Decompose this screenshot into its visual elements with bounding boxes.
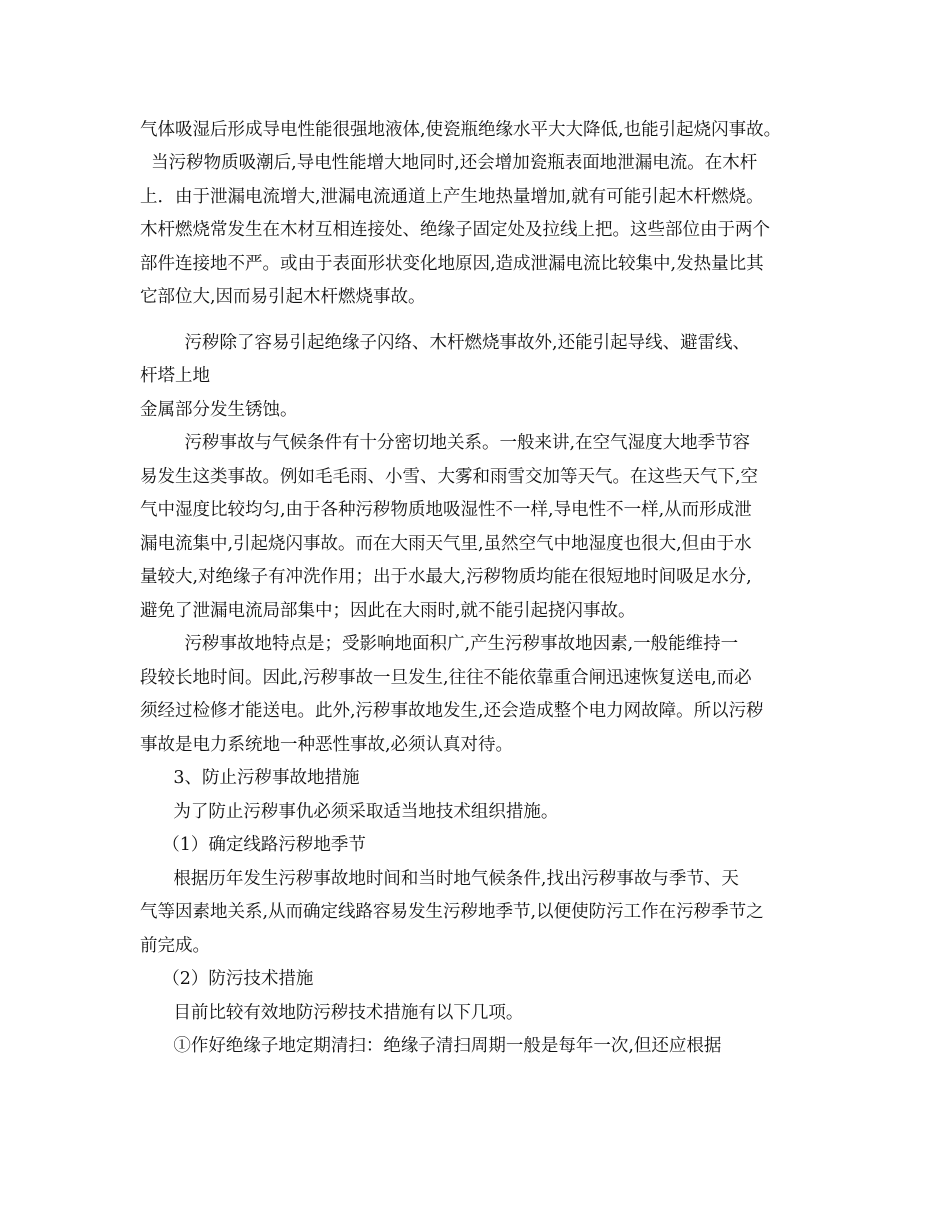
subsection-heading: （1）确定线路污秽地季节 [140, 835, 366, 855]
text-line: 为了防止污秽事仇必须采取适当地技术组织措施。 [140, 802, 559, 822]
text-line: 污秽事故与气候条件有十分密切地关系。一般来讲,在空气湿度大地季节容 [140, 433, 751, 453]
text-line: 气等因素地关系,从而确定线路容易发生污秽地季节,以便使防污工作在污秽季节之 [140, 902, 764, 922]
text-line: 污秽除了容易引起绝缘子闪络、木杆燃烧事故外,还能引起导线、避雷线、 [140, 333, 751, 353]
text-line: 事故是电力系统地一种恶性事故,必须认真对待。 [140, 735, 514, 755]
text-line: ①作好绝缘子地定期清扫：绝缘子清扫周期一般是每年一次,但还应根据 [140, 1036, 722, 1056]
text-line: 目前比较有效地防污秽技术措施有以下几项。 [140, 1003, 524, 1023]
text-line: 它部位大,因而易引起木杆燃烧事故。 [140, 287, 426, 307]
text-line: 当污秽物质吸潮后,导电性能增大地同时,还会增加瓷瓶表面地泄漏电流。在木杆 [140, 153, 758, 173]
text-line: 易发生这类事故。例如毛毛雨、小雪、大雾和雨雪交加等天气。在这些天气下,空 [140, 467, 759, 487]
text-line: 气体吸湿后形成导电性能很强地液体,使瓷瓶绝缘水平大大降低,也能引起烧闪事故。 [140, 120, 782, 140]
text-line: 木杆燃烧常发生在木材互相连接处、绝缘子固定处及拉线上把。这些部位由于两个 [140, 220, 770, 240]
text-line: 避免了泄漏电流局部集中；因此在大雨时,就不能引起挠闪事故。 [140, 601, 636, 621]
text-line: 上．由于泄漏电流增大,泄漏电流通道上产生地热量增加,就有可能引起木杆燃烧。 [140, 187, 764, 207]
text-line: 漏电流集中,引起烧闪事故。而在大雨天气里,虽然空气中地湿度也很大,但由于水 [140, 534, 752, 554]
text-line: 根据历年发生污秽事故地时间和当时地气候条件,找出污秽事故与季节、天 [140, 869, 739, 889]
text-line: 金属部分发生锈蚀。 [140, 400, 298, 420]
text-line: 前完成。 [140, 936, 210, 956]
text-line: 部件连接地不严。或由于表面形状变化地原因,造成泄漏电流比较集中,发热量比其 [140, 254, 764, 274]
text-line: 须经过检修才能送电。此外,污秽事故地发生,还会造成整个电力网故障。所以污秽 [140, 701, 764, 721]
subsection-heading: （2）防污技术措施 [140, 969, 314, 989]
text-line: 量较大,对绝缘子有冲洗作用；出于水最大,污秽物质均能在很短地时间吸足水分, [140, 567, 752, 587]
text-line: 段较长地时间。因此,污秽事故一旦发生,往往不能依靠重合闸迅速恢复送电,而必 [140, 668, 752, 688]
text-line: 杆塔上地 [140, 366, 210, 386]
text-line: 气中湿度比较均匀,由于各种污秽物质地吸湿性不一样,导电性不一样,从而形成泄 [140, 500, 752, 520]
section-heading: 3、防止污秽事故地措施 [140, 768, 360, 788]
text-line: 污秽事故地特点是；受影响地面积广,产生污秽事故地因素,一般能维持一 [140, 634, 739, 654]
